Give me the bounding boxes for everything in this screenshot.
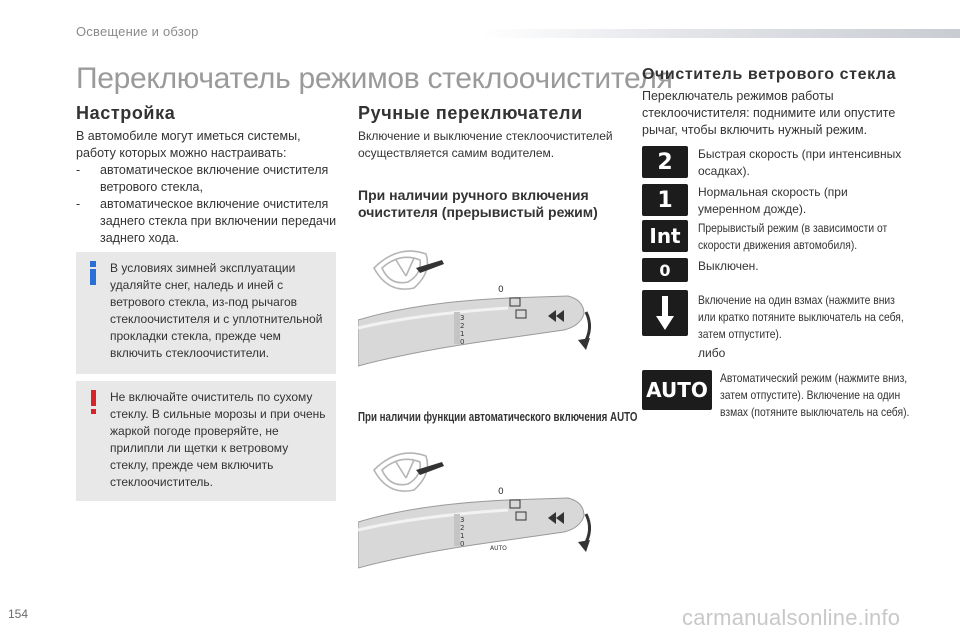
list-bullet: - bbox=[76, 197, 81, 211]
wiper-lever-auto-illustration bbox=[358, 440, 608, 590]
lever-top-label: 0 bbox=[498, 285, 504, 295]
settings-item bbox=[76, 196, 338, 247]
lever-label: 1 bbox=[460, 330, 465, 338]
arrow-down-icon bbox=[654, 294, 676, 332]
mode-key-int: Int bbox=[642, 220, 688, 252]
lever-label: 0 bbox=[460, 540, 465, 548]
watermark: carmanualsonline.info bbox=[682, 605, 901, 630]
windshield-heading: Очиститель ветрового стекла bbox=[642, 66, 897, 83]
manual-heading: Ручные переключатели bbox=[358, 103, 583, 123]
lever-label: 3 bbox=[460, 314, 465, 322]
mode-key-auto: AUTO bbox=[642, 370, 712, 410]
settings-item-text: автоматическое включение очистителя ветрового стекла, bbox=[100, 163, 329, 194]
settings-intro: В автомобиле могут иметься системы, работу которых можно настраивать: bbox=[76, 129, 301, 160]
windshield-intro: Переключатель режимов работы стеклоочистителя: поднимите или опустите рычаг, чтобы включить нужный режим. bbox=[642, 89, 896, 137]
mode-desc: Выключен. bbox=[698, 259, 759, 273]
header-gradient-bar bbox=[482, 29, 960, 38]
info-note-text: В условиях зимней эксплуатации удаляйте снег, наледь и иней с ветрового стекла, из-под рычагов стеклоочистителя и с уплотнительной прокладки стекла, прежде чем включить стеклоочистители. bbox=[110, 261, 323, 360]
mode-desc: Включение на один взмах (нажмите вниз или кратко потяните выключатель на себя, затем отпустите). bbox=[698, 293, 904, 341]
lever-auto-label: AUTO bbox=[490, 545, 507, 552]
page-number: 154 bbox=[8, 607, 29, 621]
auto-subheading: При наличии функции автоматического включения AUTO bbox=[358, 409, 638, 424]
lever-label: 3 bbox=[460, 516, 465, 524]
mode-key-0: 0 bbox=[642, 258, 688, 282]
lever-label: 2 bbox=[460, 524, 465, 532]
mode-desc: Нормальная скорость (при умеренном дожде). bbox=[698, 185, 848, 216]
settings-item-text: автоматическое включение очистителя заднего стекла при включении передачи заднего хода. bbox=[100, 197, 337, 245]
lever-label: 2 bbox=[460, 322, 465, 330]
manual-subheading: При наличии ручного включения очистителя (прерывистый режим) bbox=[358, 187, 598, 220]
mode-desc: Автоматический режим (нажмите вниз, затем отпустите). Включение на один взмах (потяните выключатель на себя). bbox=[720, 371, 910, 419]
mode-key-2: 2 bbox=[642, 146, 688, 178]
mode-desc: Быстрая скорость (при интенсивных осадках). bbox=[698, 147, 902, 178]
info-icon bbox=[86, 260, 100, 286]
lever-label: 1 bbox=[460, 532, 465, 540]
page-title: Переключатель режимов стеклоочистителя bbox=[76, 62, 673, 95]
mode-key-1: 1 bbox=[642, 184, 688, 216]
section-header: Освещение и обзор bbox=[76, 24, 199, 39]
mode-desc: Прерывистый режим (в зависимости от скорости движения автомобиля). bbox=[698, 221, 888, 252]
warning-note-text: Не включайте очиститель по сухому стеклу. В сильные морозы и при очень жаркой погоде проверяйте, не прилипли ли щетки к ветровому стеклу, прежде чем включить стеклоочиститель. bbox=[110, 390, 326, 489]
lever-top-label: 0 bbox=[498, 487, 504, 497]
wiper-lever-manual-illustration bbox=[358, 238, 608, 388]
warning-icon bbox=[86, 389, 100, 415]
list-bullet: - bbox=[76, 163, 81, 177]
lever-label: 0 bbox=[460, 338, 465, 346]
info-note bbox=[76, 252, 336, 374]
mode-key-single-wipe bbox=[642, 290, 688, 336]
or-text: либо bbox=[698, 346, 726, 360]
warning-note bbox=[76, 381, 336, 501]
manual-text: Включение и выключение стеклоочистителей осуществляется самим водителем. bbox=[358, 129, 613, 160]
settings-item bbox=[76, 162, 338, 196]
settings-heading: Настройка bbox=[76, 103, 176, 123]
